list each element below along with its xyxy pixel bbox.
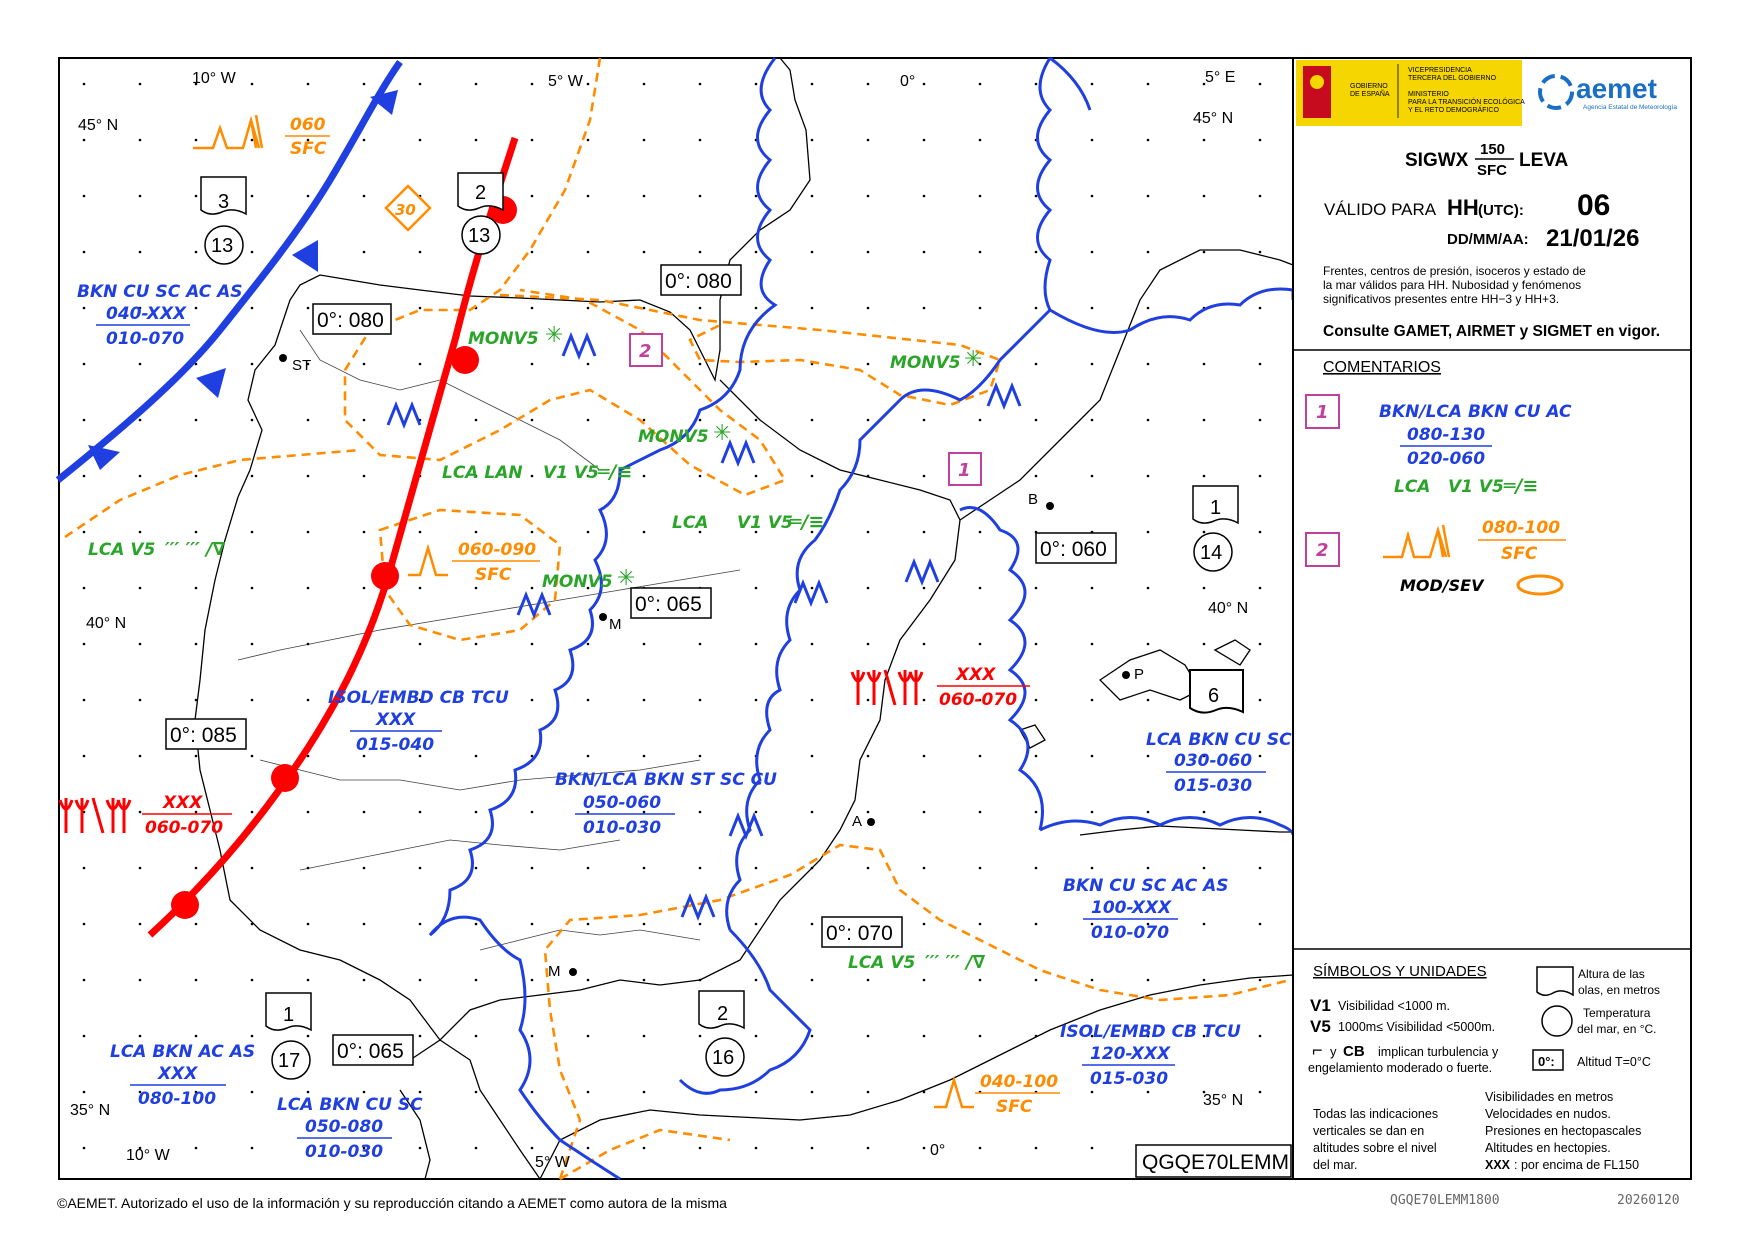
svg-text:(UTC):: (UTC): bbox=[1478, 202, 1524, 219]
symbols-title: SÍMBOLOS Y UNIDADES bbox=[1313, 963, 1487, 980]
temp-legend-icon bbox=[1542, 1006, 1572, 1036]
svg-text:Altitud T=0°C: Altitud T=0°C bbox=[1577, 1055, 1651, 1069]
coord-label: 35° N bbox=[1203, 1092, 1244, 1109]
svg-text:significativos presentes entre: significativos presentes entre HH−3 y HH+3. bbox=[1323, 292, 1560, 306]
svg-text:VICEPRESIDENCIA: VICEPRESIDENCIA bbox=[1408, 67, 1472, 74]
cloud-label: 040-XXX bbox=[106, 304, 187, 324]
svg-text:LCA: LCA bbox=[1394, 477, 1431, 497]
cloud-label: 010-030 bbox=[305, 1142, 384, 1162]
side-panel bbox=[1293, 58, 1691, 1179]
coord-label: 45° N bbox=[1193, 110, 1234, 127]
svg-text:verticales se dan en: verticales se dan en bbox=[1313, 1124, 1425, 1138]
cloud-label: 010-070 bbox=[1091, 923, 1170, 943]
green-label: LCA LAN bbox=[442, 463, 523, 483]
mist-icon: ✳ bbox=[617, 566, 636, 591]
svg-text:TERCERA DEL GOBIERNO: TERCERA DEL GOBIERNO bbox=[1408, 75, 1497, 82]
wave-legend-icon bbox=[1537, 967, 1573, 995]
svg-text:020-060: 020-060 bbox=[1407, 449, 1486, 469]
green-label: LCA bbox=[672, 513, 709, 533]
rain-icon: ′′′ ′′′ /∇ bbox=[165, 539, 226, 560]
svg-text:implican turbulencia y: implican turbulencia y bbox=[1378, 1045, 1499, 1059]
wave-height: 3 bbox=[218, 191, 230, 213]
freezing-level: 0°: 085 bbox=[170, 724, 237, 747]
svg-text:⌐: ⌐ bbox=[1312, 1040, 1323, 1060]
comments-title: COMENTARIOS bbox=[1323, 359, 1441, 376]
svg-text:Frentes, centros de presión, i: Frentes, centros de presión, isoceros y estado de bbox=[1323, 264, 1586, 278]
cloud-label: 120-XXX bbox=[1090, 1044, 1171, 1064]
sea-temp: 17 bbox=[278, 1050, 301, 1072]
mist-icon: ✳ bbox=[713, 421, 732, 446]
svg-text:═/≡: ═/≡ bbox=[1504, 475, 1539, 497]
cloud-label: BKN/LCA BKN ST SC CU bbox=[555, 770, 777, 790]
svg-text:Altitudes en hectopies.: Altitudes en hectopies. bbox=[1485, 1141, 1611, 1155]
svg-text:LEVA: LEVA bbox=[1519, 150, 1569, 171]
area-marker: 1 bbox=[958, 460, 971, 481]
cloud-label: ISOL/EMBD CB TCU bbox=[1060, 1022, 1241, 1042]
turb-label: SFC bbox=[290, 139, 327, 159]
svg-text:MOD/SEV: MOD/SEV bbox=[1400, 576, 1484, 595]
red-label: 060-070 bbox=[145, 818, 224, 838]
svg-text:Presiones en hectopascales: Presiones en hectopascales bbox=[1485, 1124, 1642, 1138]
svg-text:: por encima de FL150: : por encima de FL150 bbox=[1514, 1158, 1640, 1172]
coord-label: 45° N bbox=[78, 117, 119, 134]
coord-label: 10° W bbox=[126, 1147, 170, 1164]
svg-text:DD/MM/AA:: DD/MM/AA: bbox=[1447, 231, 1529, 248]
svg-text:SFC: SFC bbox=[1501, 544, 1538, 564]
svg-text:XXX: XXX bbox=[1485, 1158, 1511, 1172]
coord-label: 0° bbox=[930, 1142, 946, 1159]
turb-label: SFC bbox=[475, 565, 512, 585]
sea-temp: 16 bbox=[712, 1047, 735, 1069]
fog-icon: ═/≡ bbox=[598, 461, 633, 483]
sea-temp: 13 bbox=[468, 225, 491, 247]
cloud-label: 030-060 bbox=[1174, 751, 1253, 771]
svg-text:Consulte GAMET, AIRMET y SIGME: Consulte GAMET, AIRMET y SIGMET en vigor. bbox=[1323, 323, 1661, 340]
svg-text:V1: V1 bbox=[1310, 996, 1331, 1015]
svg-text:Visibilidades en metros: Visibilidades en metros bbox=[1485, 1090, 1614, 1104]
svg-text:Velocidades en nudos.: Velocidades en nudos. bbox=[1485, 1107, 1611, 1121]
bulletin-code: QGQE70LEMM bbox=[1142, 1151, 1290, 1174]
green-label: MONV5 bbox=[468, 329, 539, 349]
green-label: MONV5 bbox=[542, 572, 613, 592]
chart-title: SIGWX bbox=[1405, 150, 1469, 171]
icing-label: 30 bbox=[395, 201, 416, 219]
svg-text:0°:: 0°: bbox=[1538, 1054, 1555, 1069]
freezing-level: 0°: 065 bbox=[337, 1040, 404, 1063]
svg-text:080-130: 080-130 bbox=[1407, 425, 1486, 445]
green-label: LCA V5 bbox=[88, 540, 156, 560]
cloud-label: 050-080 bbox=[305, 1117, 384, 1137]
rain-icon: ′′′ ′′′ /∇ bbox=[925, 952, 986, 973]
cloud-label: 015-040 bbox=[356, 735, 435, 755]
svg-text:MINISTERIO: MINISTERIO bbox=[1408, 91, 1449, 98]
cloud-label: BKN CU SC AC AS bbox=[1063, 876, 1229, 896]
svg-text:V1 V5: V1 V5 bbox=[1448, 477, 1504, 497]
issue-date: 20260120 bbox=[1617, 1193, 1680, 1208]
red-label: XXX bbox=[163, 793, 203, 813]
freezing-level: 0°: 065 bbox=[635, 593, 702, 616]
city-label: B bbox=[1028, 491, 1039, 508]
red-label: XXX bbox=[956, 665, 996, 685]
svg-text:Altura de las: Altura de las bbox=[1578, 967, 1645, 981]
cloud-label: LCA BKN CU SC bbox=[277, 1095, 423, 1115]
cloud-label: 100-XXX bbox=[1091, 898, 1172, 918]
svg-text:BKN/LCA BKN CU AC: BKN/LCA BKN CU AC bbox=[1379, 402, 1572, 422]
wave-height: 2 bbox=[475, 182, 487, 204]
city-label: M bbox=[609, 616, 622, 633]
svg-text:1000m≤ Visibilidad <5000m.: 1000m≤ Visibilidad <5000m. bbox=[1338, 1020, 1496, 1034]
coord-label: 0° bbox=[900, 73, 916, 90]
cloud-label: 050-060 bbox=[583, 793, 662, 813]
green-label: MONV5 bbox=[890, 353, 961, 373]
svg-text:080-100: 080-100 bbox=[1482, 518, 1561, 538]
cloud-label: 010-070 bbox=[106, 329, 185, 349]
svg-text:VÁLIDO PARA: VÁLIDO PARA bbox=[1324, 200, 1437, 219]
city-label: A bbox=[852, 813, 863, 830]
svg-text:altitudes sobre el nivel: altitudes sobre el nivel bbox=[1313, 1141, 1437, 1155]
svg-text:engelamiento moderado o fuerte: engelamiento moderado o fuerte. bbox=[1308, 1061, 1493, 1075]
valid-hour: 06 bbox=[1577, 189, 1611, 222]
svg-text:del mar.: del mar. bbox=[1313, 1158, 1358, 1172]
city-label: ST bbox=[292, 357, 312, 374]
turb-label: 060 bbox=[290, 115, 326, 135]
freezing-level: 0°: 080 bbox=[665, 270, 732, 293]
coord-label: 10° W bbox=[192, 70, 236, 87]
cloud-label: ISOL/EMBD CB TCU bbox=[328, 688, 509, 708]
svg-text:Temperatura: Temperatura bbox=[1583, 1006, 1651, 1020]
red-label: 060-070 bbox=[939, 690, 1018, 710]
svg-text:Y EL RETO DEMOGRÁFICO: Y EL RETO DEMOGRÁFICO bbox=[1408, 107, 1499, 114]
valid-date: 21/01/26 bbox=[1546, 225, 1640, 252]
turb-label: 060-090 bbox=[458, 540, 537, 560]
wave-height: 6 bbox=[1208, 685, 1220, 707]
city-label: M bbox=[548, 963, 561, 980]
wave-height: 1 bbox=[1210, 497, 1222, 519]
turb-label: 040-100 bbox=[980, 1072, 1059, 1092]
svg-text:GOBIERNO: GOBIERNO bbox=[1350, 83, 1388, 90]
svg-text:del mar, en °C.: del mar, en °C. bbox=[1577, 1022, 1657, 1036]
coord-label: 40° N bbox=[86, 615, 127, 632]
green-label: LCA V5 bbox=[848, 953, 916, 973]
green-label: MONV5 bbox=[638, 427, 709, 447]
cloud-label: 015-030 bbox=[1174, 776, 1253, 796]
svg-text:2: 2 bbox=[1316, 540, 1329, 561]
svg-text:aemet: aemet bbox=[1576, 73, 1657, 104]
coord-label: 5° E bbox=[1205, 69, 1236, 86]
svg-text:olas, en metros: olas, en metros bbox=[1578, 983, 1661, 997]
cloud-label: LCA BKN CU SC bbox=[1146, 730, 1292, 750]
area-marker: 2 bbox=[639, 341, 652, 362]
svg-text:Agencia Estatal de Meteorologí: Agencia Estatal de Meteorología bbox=[1583, 104, 1677, 111]
svg-text:1: 1 bbox=[1316, 402, 1329, 423]
svg-text:Visibilidad <1000 m.: Visibilidad <1000 m. bbox=[1338, 999, 1450, 1013]
product-code: QGQE70LEMM1800 bbox=[1390, 1193, 1500, 1208]
turb-label: SFC bbox=[996, 1097, 1033, 1117]
sea-temp: 13 bbox=[211, 235, 234, 257]
svg-text:Todas las indicaciones: Todas las indicaciones bbox=[1313, 1107, 1439, 1121]
coord-label: 5° W bbox=[548, 73, 583, 90]
cloud-label: 010-030 bbox=[583, 818, 662, 838]
cloud-label: LCA BKN AC AS bbox=[110, 1042, 256, 1062]
mist-icon: ✳ bbox=[964, 347, 983, 372]
svg-text:DE ESPAÑA: DE ESPAÑA bbox=[1350, 91, 1390, 98]
cloud-label: 080-100 bbox=[138, 1089, 217, 1109]
coord-label: 40° N bbox=[1208, 600, 1249, 617]
coord-label: 5° W bbox=[535, 1154, 570, 1171]
cloud-label: 015-030 bbox=[1090, 1069, 1169, 1089]
svg-text:150: 150 bbox=[1480, 141, 1506, 158]
cloud-label: XXX bbox=[158, 1064, 198, 1084]
svg-text:la mar válidos para HH. Nubosi: la mar válidos para HH. Nubosidad y fenómenos bbox=[1323, 278, 1582, 292]
fog-icon: ═/≡ bbox=[790, 511, 825, 533]
copyright-text: ©AEMET. Autorizado el uso de la información y su reproducción citando a AEMET como autora de la misma bbox=[57, 1195, 727, 1211]
cloud-label: BKN CU SC AC AS bbox=[77, 282, 243, 302]
svg-text:CB: CB bbox=[1343, 1043, 1365, 1060]
wave-height: 2 bbox=[717, 1003, 729, 1025]
green-label: V1 V5 bbox=[737, 513, 793, 533]
sea-temp: 14 bbox=[1200, 542, 1223, 564]
freezing-level: 0°: 070 bbox=[826, 922, 893, 945]
svg-text:V5: V5 bbox=[1310, 1017, 1331, 1036]
wave-height: 1 bbox=[283, 1004, 295, 1026]
coord-label: 35° N bbox=[70, 1102, 111, 1119]
svg-text:y: y bbox=[1330, 1044, 1337, 1059]
svg-text:PARA LA TRANSICIÓN ECOLÓGICA: PARA LA TRANSICIÓN ECOLÓGICA bbox=[1408, 99, 1525, 106]
green-label: V1 V5 bbox=[543, 463, 599, 483]
freezing-level: 0°: 060 bbox=[1040, 538, 1107, 561]
mist-icon: ✳ bbox=[545, 323, 564, 348]
city-label: P bbox=[1134, 666, 1145, 683]
freezing-level: 0°: 080 bbox=[317, 309, 384, 332]
svg-text:SFC: SFC bbox=[1477, 162, 1507, 179]
svg-text:HH: HH bbox=[1447, 195, 1479, 220]
cloud-label: XXX bbox=[376, 710, 416, 730]
